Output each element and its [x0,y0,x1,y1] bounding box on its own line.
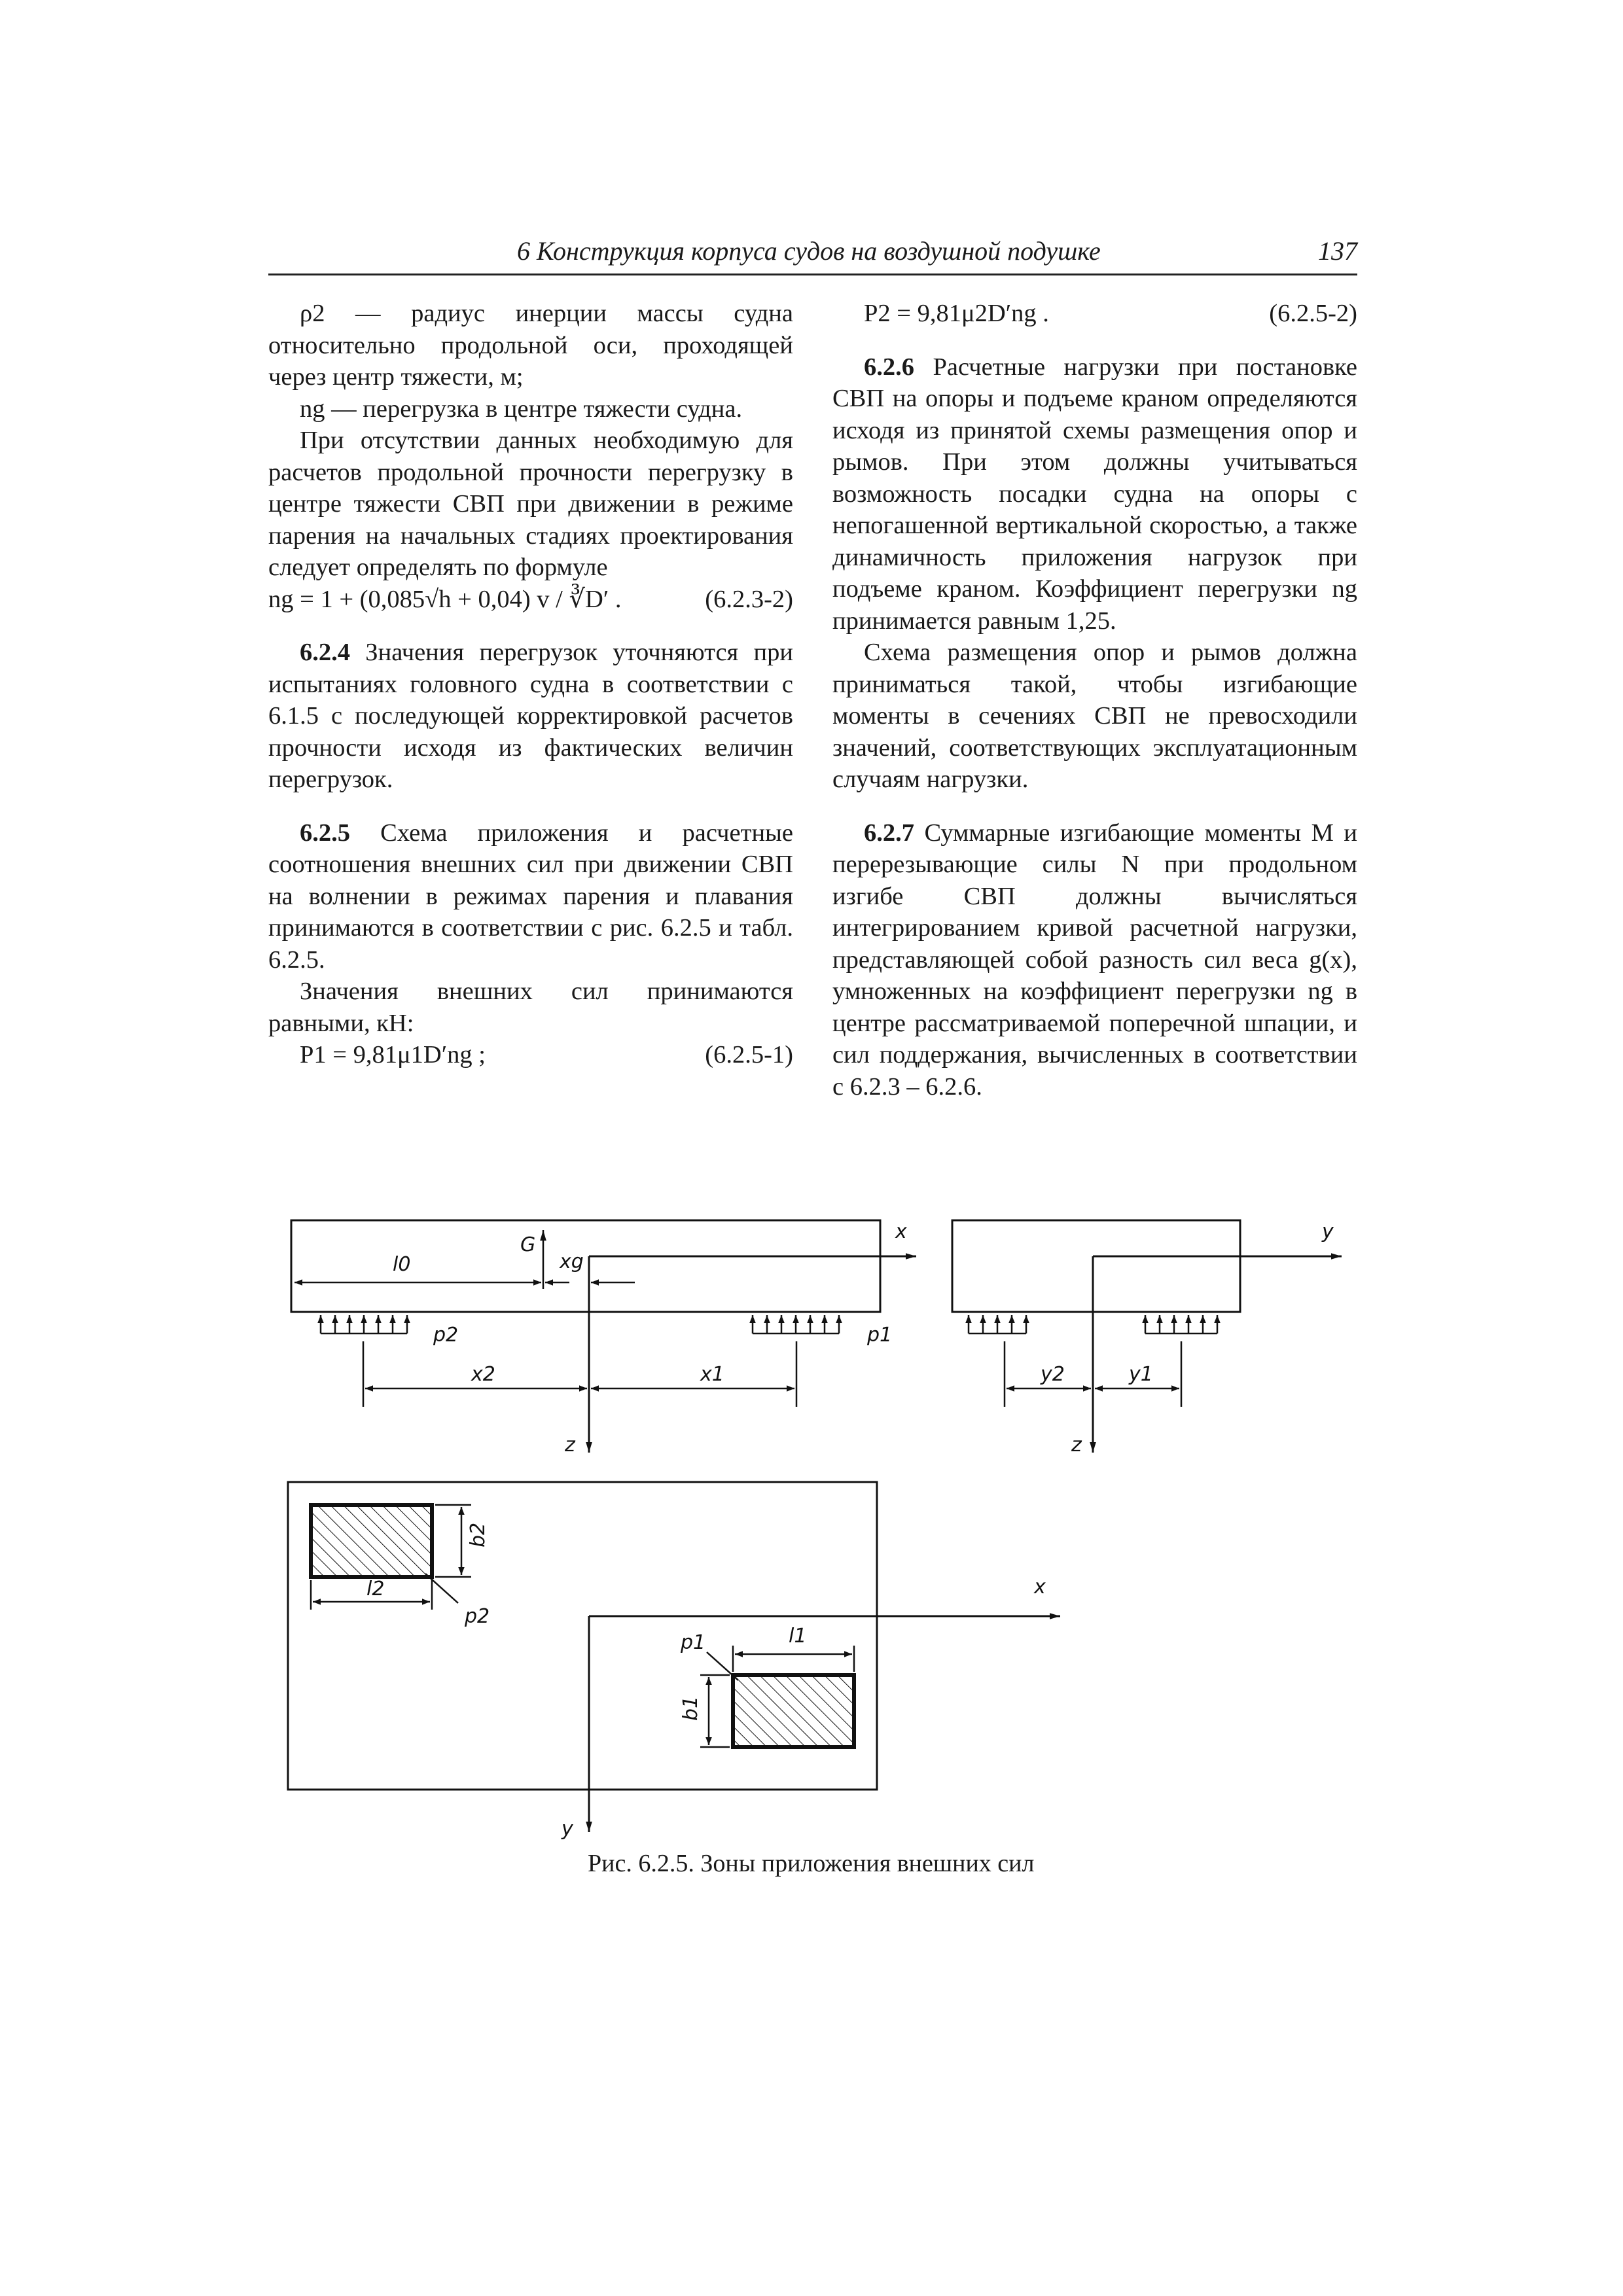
formula-p1-expression: P1 = 9,81μ1D′ng ; [300,1041,486,1069]
paragraph-absence: При отсутствии данных необходимую для расчетов продольной прочности перегрузку в центре тяжести СВП при движении в режиме парения на начальных стадиях проектирования следует определять по формуле [268,427,793,581]
paragraph-scheme: Схема размещения опор и рымов должна приниматься такой, чтобы изгибающие моменты в сечениях СВП не превосходили значений, соответствующих эксплуатационным случаям нагрузки. [832,639,1357,793]
section-6-2-7 [832,817,1357,1103]
section-6-2-4-text: Значения перегрузок уточняются при испытаниях головного судна в соответствии с 6.1.5 с последующей корректировкой расчетов прочности исходя из фактических величин перегрузок. [268,639,794,793]
p2-leader [425,1574,458,1603]
label-p2-plan: p2 [465,1605,490,1628]
label-y-cross: y [1322,1220,1334,1243]
label-p1-plan: p1 [681,1631,706,1654]
section-6-2-6 [832,351,1357,637]
section-6-2-6-text: Расчетные нагрузки при постановке СВП на опоры и подъеме краном определяются исходя из принятой схемы размещения опор и рымов. При этом должны учитываться возможность посадки судна на опоры с непогашенной вертикальной скоростью, а также динамичность приложения нагрузок при подъеме краном. Коэффициент перегрузки ng принимается равным 1,25. [832,353,1357,635]
label-p2-side: p2 [433,1324,459,1347]
section-6-2-4-number: 6.2.4 [300,639,350,666]
formula-p1 [268,1039,793,1071]
label-b1: b1 [679,1695,702,1721]
page-number: 137 [1318,236,1357,266]
label-z-side: z [565,1434,575,1457]
section-6-2-5-number: 6.2.5 [300,819,350,847]
section-6-2-7-number: 6.2.7 [864,819,914,847]
formula-ng-number: (6.2.3-2) [705,585,793,613]
figure-diagram [262,1191,1361,1845]
figure-caption: Рис. 6.2.5. Зоны приложения внешних сил [588,1850,1035,1877]
label-x-plan: x [1034,1576,1046,1598]
label-x1: x1 [700,1363,724,1386]
formula-ng [268,584,793,616]
section-6-2-5-text: Схема приложения и расчетные соотношения внешних сил при движении СВП на волнении в режимах парения и плавания принимаются в соответствии с рис. 6.2.5 и табл. 6.2.5. [268,819,793,974]
label-x-side: x [895,1220,907,1243]
cross-p1-arrow-group [1145,1315,1217,1333]
label-l0: l0 [393,1253,411,1276]
label-p1-side: p1 [867,1324,893,1347]
label-g: G [520,1233,536,1256]
ng-definition: ng — перегрузка в центре тяжести судна. [300,395,743,423]
formula-p2-number: (6.2.5-2) [1269,300,1357,327]
label-y2: y2 [1041,1363,1065,1386]
formula-ng-expression: ng = 1 + (0,085√h + 0,04) v / ∛D′ . [268,585,622,613]
zone-p2-hatched [311,1505,432,1577]
figure-6-2-5 [262,1191,1361,1845]
section-6-2-6-number: 6.2.6 [864,353,914,381]
p1-arrow-group [753,1315,839,1333]
section-6-2-7-text: Суммарные изгибающие моменты M и перерезывающие силы N при продольном изгибе СВП должны вычисляться интегрированием кривой расчетной нагрузки, представляющей собой разность сил веса g(x), умноженных на коэффициент перегрузки ng в центре рассматриваемой поперечной шпации, и сил поддержания, вычисленных в соответствии с 6.2.3 – 6.2.6. [832,819,1357,1101]
p2-arrow-group [321,1315,407,1333]
side-view-axes [589,1256,916,1453]
zone-p1-hatched [733,1675,854,1747]
formula-p2-expression: P2 = 9,81μ2D′ng . [864,300,1049,327]
left-column [268,298,793,1071]
label-l1: l1 [789,1625,807,1648]
section-6-2-5 [268,817,793,976]
label-y1: y1 [1129,1363,1153,1386]
running-header-title: 6 Конструкция корпуса судов на воздушной подушке [517,236,1101,266]
cross-section-axes [1093,1256,1342,1453]
label-xg: xg [560,1250,584,1273]
side-view-hull [291,1220,880,1312]
label-l2: l2 [366,1578,385,1600]
section-6-2-4 [268,637,793,796]
rho2-definition: ρ2 — радиус инерции массы судна относительно продольной оси, проходящей через центр тяжести, м; [268,300,793,391]
running-header [268,236,1357,275]
label-b2: b2 [467,1522,490,1547]
cross-section-hull [952,1220,1240,1312]
formula-p1-number: (6.2.5-1) [705,1041,793,1069]
formula-p2 [832,298,1357,330]
label-y-plan: y [562,1818,573,1841]
label-z-cross: z [1071,1434,1082,1457]
header-rule [268,274,1357,275]
paragraph-values: Значения внешних сил принимаются равными, кН: [268,978,793,1037]
right-column [832,298,1357,1103]
cross-p2-arrow-group [969,1315,1026,1333]
label-x2: x2 [471,1363,495,1386]
